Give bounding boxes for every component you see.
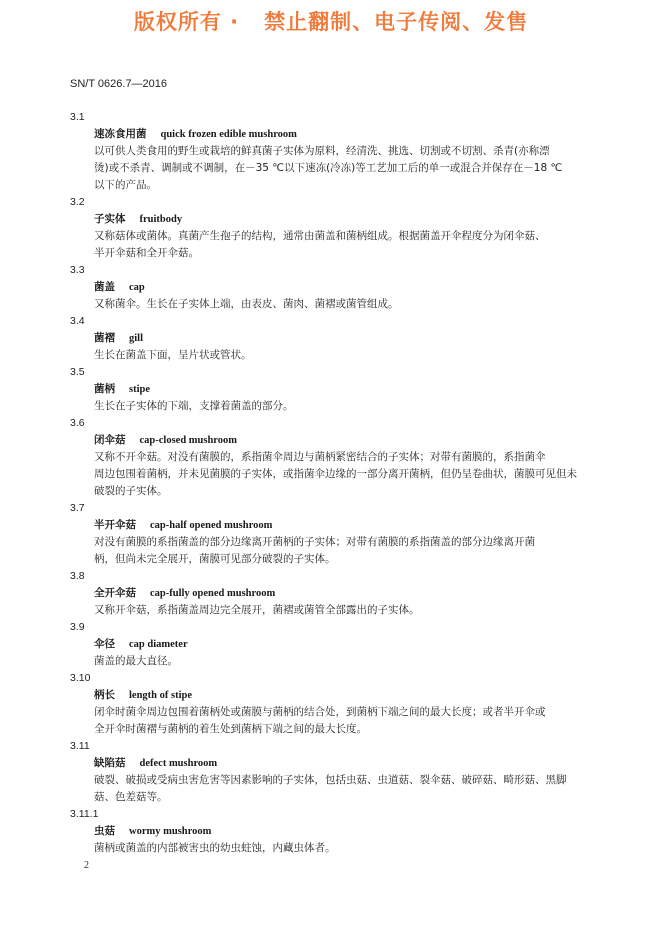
term-chinese: 子实体 [94, 213, 126, 225]
term-definition-line: 全开伞时菌褶与菌柄的着生处到菌柄下端之间的最大长度。 [94, 723, 367, 735]
term-number: 3.2 [70, 196, 85, 208]
term-english: wormy mushroom [129, 826, 212, 837]
term-number: 3.5 [70, 366, 85, 378]
term-definition-line: 菌柄或菌盖的内部被害虫的幼虫蛀蚀，内藏虫体者。 [94, 842, 336, 854]
term-number: 3.6 [70, 417, 85, 429]
term-english: gill [129, 333, 144, 344]
term-heading [94, 585, 590, 602]
term-english: stipe [129, 384, 150, 395]
term-entry [70, 109, 590, 194]
term-heading [94, 687, 590, 704]
term-definition-line: 又称菇体或菌体。真菌产生孢子的结构，通常由菌盖和菌柄组成。根据菌盖开伞程度分为闭伞菇、 [94, 230, 546, 242]
term-english: quick frozen edible mushroom [160, 129, 297, 140]
term-chinese: 虫菇 [94, 825, 115, 837]
term-number: 3.10 [70, 672, 91, 684]
term-definition-line: 对没有菌膜的系指菌盖的部分边缘离开菌柄的子实体；对带有菌膜的系指菌盖的部分边缘离开菌 [94, 536, 535, 548]
term-entry [70, 568, 590, 619]
term-number: 3.4 [70, 315, 85, 327]
term-number: 3.7 [70, 502, 85, 514]
term-number: 3.9 [70, 621, 85, 633]
term-heading [94, 823, 590, 840]
term-english: length of stipe [129, 690, 192, 701]
term-heading [94, 381, 590, 398]
term-definition-line: 菌盖的最大直径。 [94, 655, 178, 667]
watermark-banner: 版权所有 · 禁止翻制、电子传阅、发售 [133, 10, 529, 34]
term-entry [70, 194, 590, 262]
term-english: defect mushroom [139, 758, 218, 769]
term-number: 3.1 [70, 111, 85, 123]
term-heading [94, 432, 590, 449]
term-heading [94, 211, 590, 228]
term-heading [94, 330, 590, 347]
term-heading [94, 755, 590, 772]
term-definition-line: 破裂的子实体。 [94, 485, 168, 497]
term-chinese: 菌柄 [94, 383, 115, 395]
term-english: cap diameter [129, 639, 188, 650]
term-entry [70, 738, 590, 806]
term-number: 3.3 [70, 264, 85, 276]
term-definition-line: 又称不开伞菇。对没有菌膜的，系指菌伞周边与菌柄紧密结合的子实体；对带有菌膜的，系指菌伞 [94, 451, 546, 463]
term-number: 3.8 [70, 570, 85, 582]
term-definition-line: 闭伞时菌伞周边包围着菌柄处或菌膜与菌柄的结合处，到菌柄下端之间的最大长度；或者半开伞或 [94, 706, 546, 718]
term-chinese: 柄长 [94, 689, 115, 701]
term-entry [70, 619, 590, 670]
page-number: 2 [84, 860, 89, 871]
term-chinese: 速冻食用菌 [94, 128, 147, 140]
term-definition-line: 生长在菌盖下面，呈片状或管状。 [94, 349, 252, 361]
term-english: cap-fully opened mushroom [150, 588, 276, 599]
term-definition-line: 生长在子实体的下端，支撑着菌盖的部分。 [94, 400, 294, 412]
term-chinese: 闭伞菇 [94, 434, 126, 446]
term-entry [70, 500, 590, 568]
term-heading [94, 279, 590, 296]
term-definition-line: 又称开伞菇，系指菌盖周边完全展开，菌褶或菌管全部露出的子实体。 [94, 604, 420, 616]
term-english: fruitbody [139, 214, 183, 225]
term-heading [94, 636, 590, 653]
terms-section [70, 109, 590, 857]
term-definition-line: 又称菌伞。生长在子实体上端，由表皮、菌肉、菌褶或菌管组成。 [94, 298, 399, 310]
term-chinese: 菌褶 [94, 332, 115, 344]
term-definition-line: 半开伞菇和全开伞菇。 [94, 247, 199, 259]
term-definition-line: 以下的产品。 [94, 179, 157, 191]
term-chinese: 伞径 [94, 638, 115, 650]
term-english: cap [129, 282, 145, 293]
term-heading [94, 126, 590, 143]
term-definition-line: 柄，但尚未完全展开，菌膜可见部分破裂的子实体。 [94, 553, 336, 565]
term-chinese: 菌盖 [94, 281, 115, 293]
term-number: 3.11.1 [70, 808, 99, 820]
term-chinese: 缺陷菇 [94, 757, 126, 769]
term-chinese: 全开伞菇 [94, 587, 136, 599]
term-number: 3.11 [70, 740, 90, 752]
term-entry [70, 364, 590, 415]
term-definition-line: 周边包围着菌柄，并未见菌膜的子实体，或指菌伞边缘的一部分离开菌柄，但仍呈卷曲状，菌膜可见但未 [94, 468, 577, 480]
term-definition-line: 以可供人类食用的野生或栽培的鲜真菌子实体为原料，经清洗、挑选、切割或不切割、杀青(亦称漂 [94, 145, 550, 157]
term-english: cap-half opened mushroom [150, 520, 273, 531]
term-entry [70, 806, 590, 857]
term-entry [70, 415, 590, 500]
term-entry [70, 670, 590, 738]
term-definition-line: 破裂、破损或受病虫害危害等因素影响的子实体，包括虫菇、虫道菇、裂伞菇、破碎菇、畸形菇、黑脚 [94, 774, 567, 786]
term-heading [94, 517, 590, 534]
term-definition-line: 菇、色差菇等。 [94, 791, 168, 803]
term-chinese: 半开伞菇 [94, 519, 136, 531]
standard-code: SN/T 0626.7—2016 [70, 78, 168, 90]
term-english: cap-closed mushroom [139, 435, 238, 446]
term-definition-line: 烫)或不杀青、调制或不调制，在－35 ℃以下速冻(冷冻)等工艺加工后的单一或混合并保存在－18 ℃ [94, 162, 563, 174]
term-entry [70, 262, 590, 313]
term-entry [70, 313, 590, 364]
